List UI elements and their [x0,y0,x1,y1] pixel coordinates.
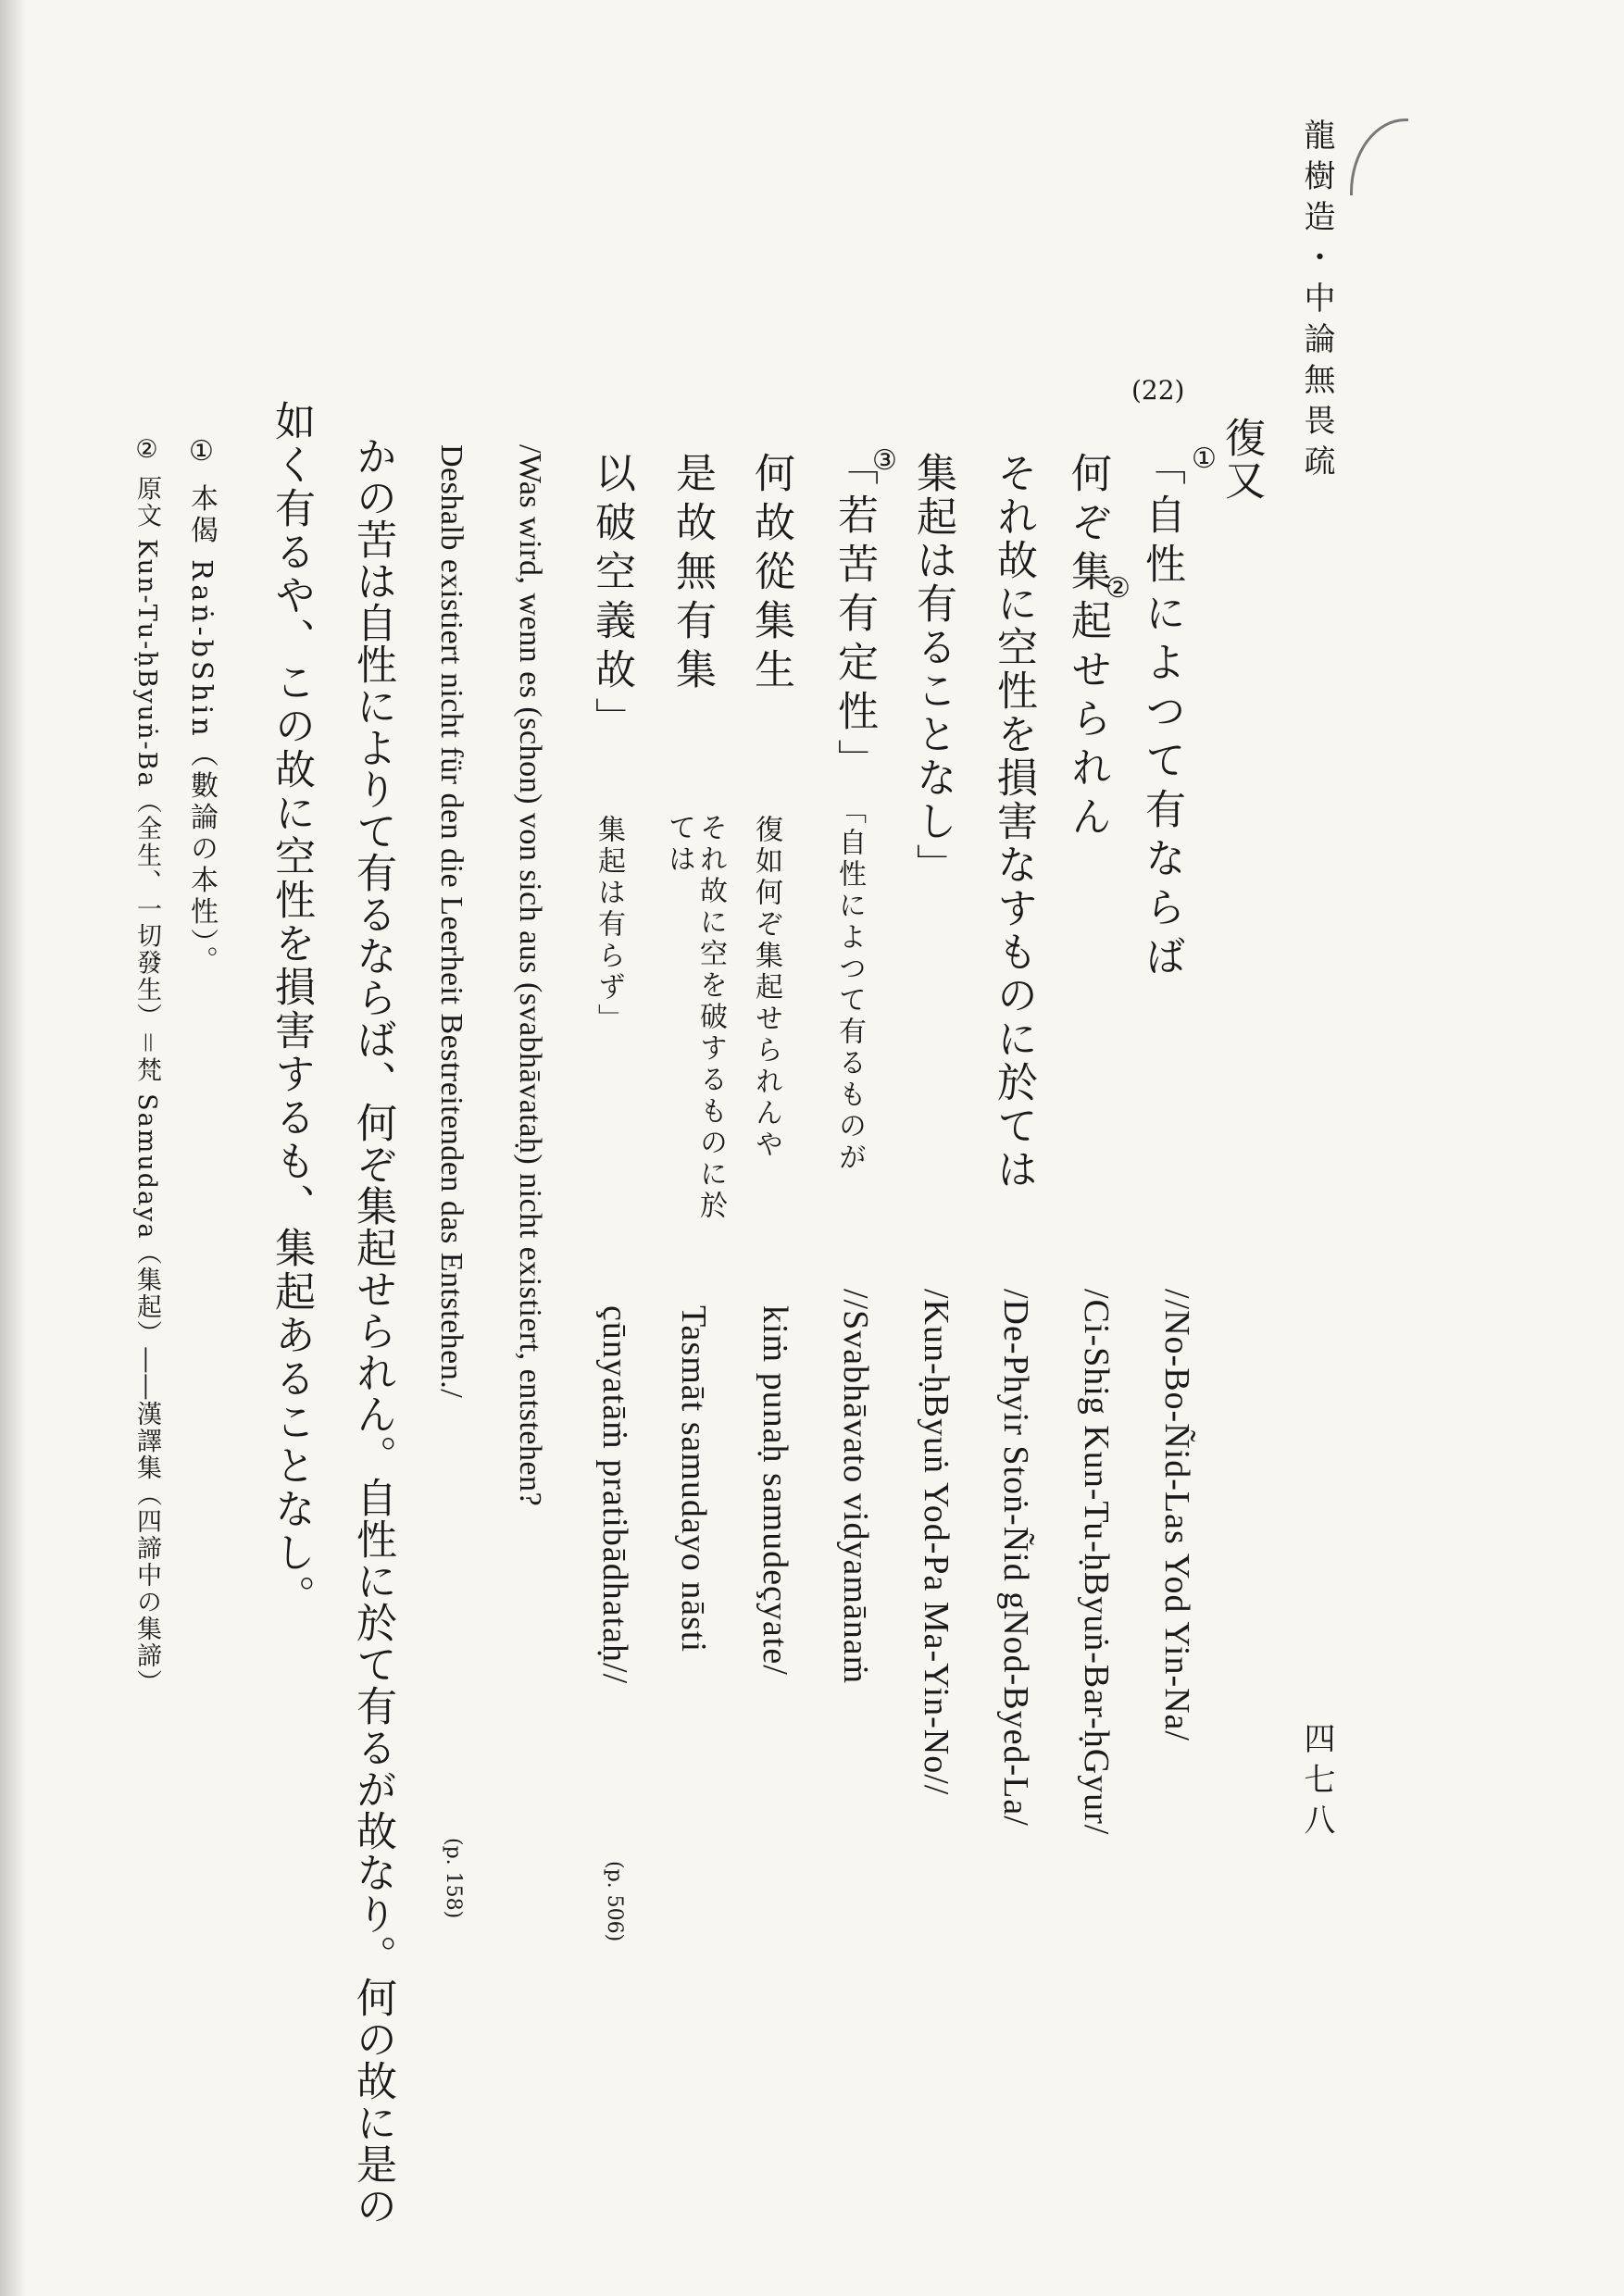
footnote-mark-3: ③ [868,444,901,477]
sanskrit-line-3: Tasmāt samudayo nāsti [674,1305,713,1653]
footnote-1 [185,435,218,978]
german-line-1: /Was wird, wenn es (schon) von sich aus (svabhāvataḥ) nicht existiert, entstehen? [513,444,547,1507]
kanbun-verse-line-1: 「若苦有定性」 [831,444,878,788]
footnote-mark-2: ② [1102,572,1134,605]
sanskrit-line-2: kiṁ punaḥ samudeçyate/ [756,1305,794,1676]
kanbun-gloss-line-3: それ故に空を破するものに於 [694,813,727,1222]
tibetan-line-3: /De-Phyir Stoṅ-Ñid gNod-Byed-La/ [996,1289,1035,1827]
kanbun-gloss-line-1: 「自性によつて有るものが [833,796,866,1174]
tibetan-line-2: /Ci-Shig Kun-Tu-ḥByuṅ-Bar-ḥGyur/ [1077,1289,1116,1836]
sanskrit-line-1: //Svabhāvato vidyamānaṁ [836,1289,875,1685]
sanskrit-page-ref: (p. 506) [603,1861,626,1942]
commentary-line-1: かの苦は自性によりて有るならば、何ぞ集起せられん。自性に於て有るが故なり。何の故に是の [349,435,396,2227]
jp-verse-line-2: 何ぞ集起せられん [1064,452,1111,844]
page-number: 四七八 [1298,1722,1335,1844]
german-line-2: Deshalb existiert nicht für den die Leerheit Bestreitenden das Entstehen./ [434,444,468,1399]
intro-text: 復又 [1218,417,1265,502]
kanbun-gloss-line-5: 集起は有らず」 [593,815,625,1035]
tibetan-line-1: //No-Bo-Ñid-Las Yod Yin-Na/ [1157,1289,1196,1741]
jp-verse-line-1: 「自性によつて有ならば [1138,444,1185,984]
kanbun-verse-line-4: 以破空義故」 [588,452,635,746]
footnote-mark-1: ① [1188,443,1220,475]
footnote-2 [134,435,159,1696]
sanskrit-line-4: çūnyatāṁ pratibādhataḥ// [595,1305,634,1685]
kanbun-gloss-line-4: ては [663,813,695,876]
tibetan-line-4: /Kun-ḥByuṅ Yod-Pa Ma-Yin-No// [917,1289,956,1796]
footnote-1-mark: ① [185,435,218,471]
kanbun-gloss-line-2: 復如何ぞ集起せられんや [750,815,782,1161]
german-page-ref: (p. 158) [442,1838,465,1919]
kanbun-verse-line-2: 何故從集生 [747,452,794,697]
pencil-mark [1350,119,1408,195]
jp-verse-line-3: それ故に空性を損害なすものに於ては [990,452,1037,1192]
scan-edge-shadow [0,0,26,2296]
kanbun-verse-line-3: 是故無有集 [668,452,716,697]
verse-number: (22) [1131,375,1185,406]
jp-verse-line-4: 集起は有ることなし」 [909,452,956,887]
commentary-line-2: 如く有るや、この故に空性を損害するも、集起あることなし。 [268,400,315,1618]
running-title: 龍樹造・中論無畏疏 [1298,119,1335,485]
footnote-2-mark: ② [132,435,161,466]
footnote-1-text: 本偈 Raṅ-bShin（數論の本性）。 [185,483,218,978]
footnote-2-text: 原文 Kun-Tu-ḥByuṅ-Ba（全生、一切發生）＝梵 Samudaya（集起）――漢譯集（四諦中の集諦） [132,475,161,1697]
